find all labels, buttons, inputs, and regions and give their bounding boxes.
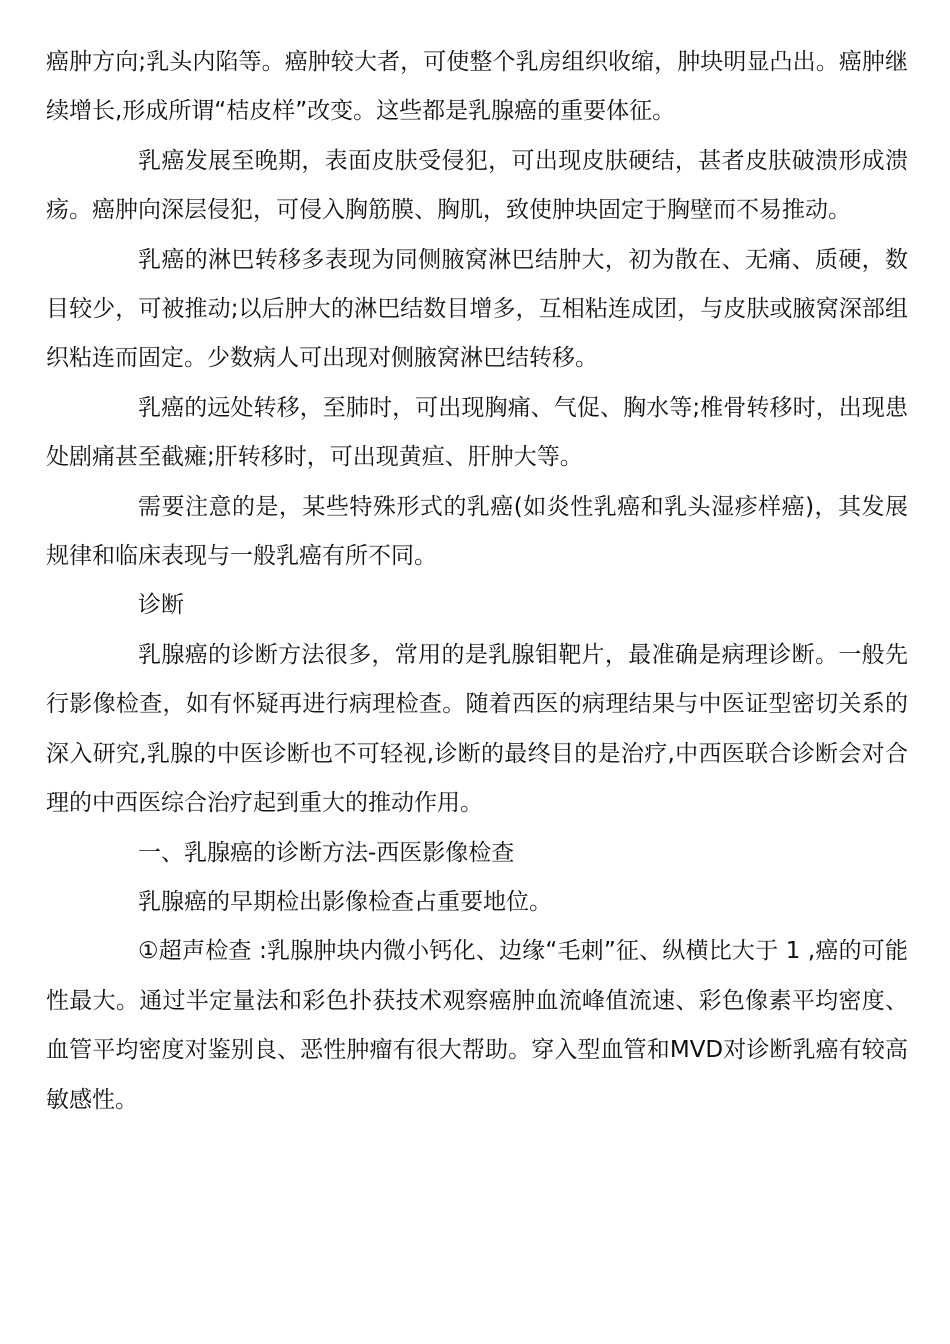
paragraph-special-forms: 需要注意的是，某些特殊形式的乳癌(如炎性乳癌和乳头湿疹样癌)，其发展规律和临床表现与一般乳癌有所不同。	[46, 493, 908, 570]
paragraph-lymph-metastasis: 乳癌的淋巴转移多表现为同侧腋窝淋巴结肿大，初为散在、无痛、质硬，数目较少，可被推动;以后肿大的淋巴结数目增多，互相粘连成团，与皮肤或腋窝深部组织粘连而固定。少数病人可出现对侧腋窝淋巴结转移。	[46, 246, 908, 372]
subsection-heading-imaging: 一、乳腺癌的诊断方法-西医影像检查	[138, 839, 515, 866]
paragraph-diagnosis-methods: 乳腺癌的诊断方法很多，常用的是乳腺钼靶片，最准确是病理诊断。一般先行影像检查，如有怀疑再进行病理检查。随着西医的病理结果与中医证型密切关系的深入研究,乳腺的中医诊断也不可轻视,诊断的最终目的是治疗,中西医联合诊断会对合理的中西医综合治疗起到重大的推动作用。	[46, 641, 908, 817]
document-body	[46, 38, 908, 1125]
paragraph-continuation: 癌肿方向;乳头内陷等。癌肿较大者，可使整个乳房组织收缩，肿块明显凸出。癌肿继续增长,形成所谓“桔皮样”改变。这些都是乳腺癌的重要体征。	[46, 49, 908, 125]
paragraph-ultrasound: ①超声检查 :乳腺肿块内微小钙化、边缘“毛刺”征、纵横比大于 1 ,癌的可能性最大。通过半定量法和彩色扑获技术观察癌肿血流峰值流速、彩色像素平均密度、血管平均密度对鉴别良、恶性肿瘤有很大帮助。穿入型血管和MVD对诊断乳癌有较高敏感性。	[46, 938, 908, 1113]
paragraph-imaging-importance: 乳腺癌的早期检出影像检查占重要地位。	[138, 888, 552, 915]
section-heading-diagnosis: 诊断	[138, 592, 184, 619]
paragraph-late-stage: 乳癌发展至晚期，表面皮肤受侵犯，可出现皮肤硬结，甚者皮肤破溃形成溃疡。癌肿向深层侵犯，可侵入胸筋膜、胸肌，致使肿块固定于胸壁而不易推动。	[46, 147, 908, 224]
paragraph-distant-metastasis: 乳癌的远处转移，至肺时，可出现胸痛、气促、胸水等;椎骨转移时，出现患处剧痛甚至截瘫;肝转移时，可出现黄疸、肝肿大等。	[46, 394, 908, 471]
